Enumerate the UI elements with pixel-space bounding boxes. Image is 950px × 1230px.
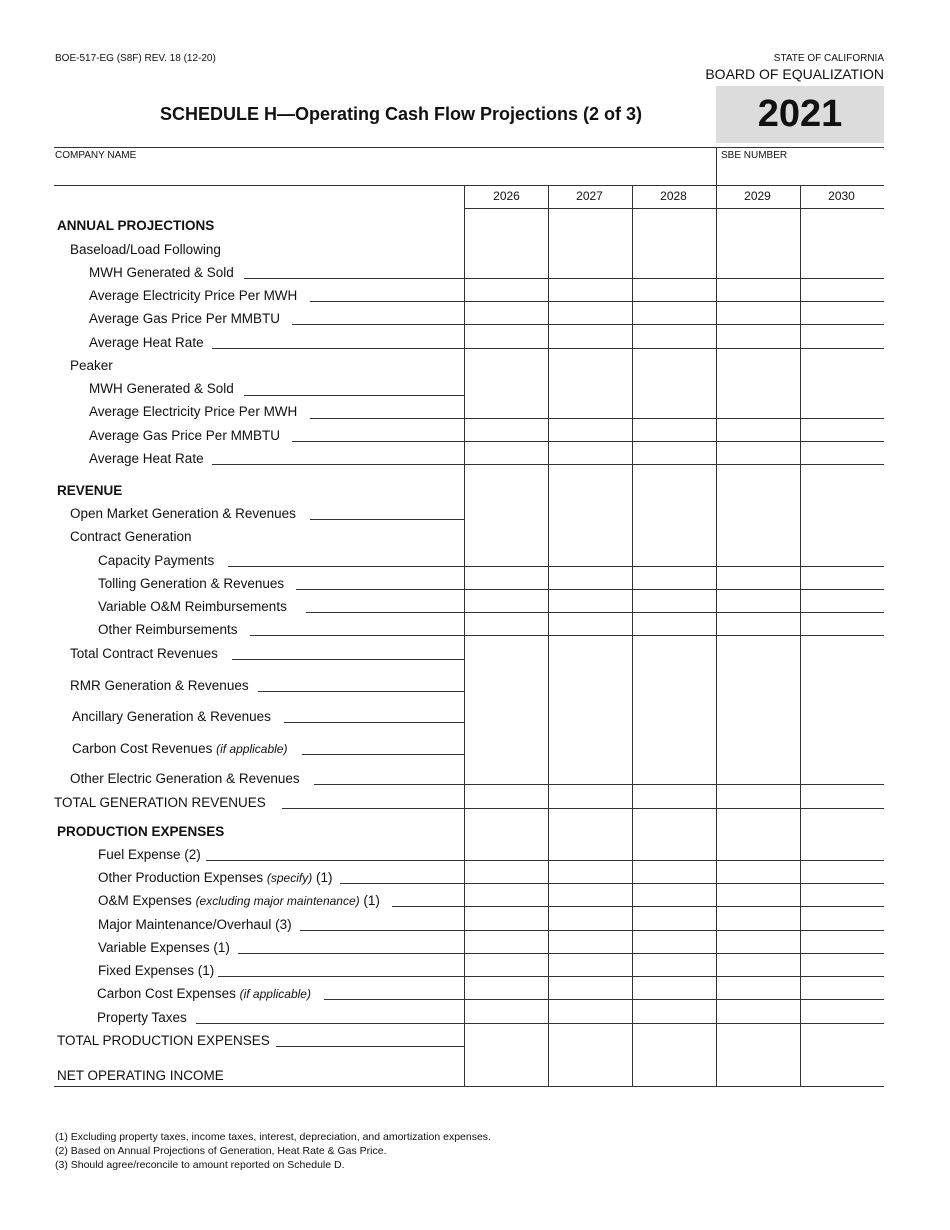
year-box	[716, 86, 884, 143]
fill-line	[314, 784, 464, 785]
grid-h	[464, 976, 884, 977]
other-production-text: Other Production Expenses	[98, 870, 264, 885]
fill-line	[310, 301, 464, 302]
fill-line	[296, 589, 464, 590]
bl-mwh-label: MWH Generated & Sold	[89, 265, 238, 281]
fill-line	[300, 930, 464, 931]
fill-line	[310, 519, 464, 520]
fill-line	[324, 999, 464, 1000]
fill-line	[258, 691, 464, 692]
grid-h	[464, 278, 884, 279]
baseload-heading: Baseload/Load Following	[70, 242, 225, 258]
sbe-divider	[716, 147, 717, 185]
om-expenses-note: (excluding major maintenance)	[195, 894, 360, 908]
grid-h	[464, 324, 884, 325]
carbon-exp-text: Carbon Cost Expenses	[97, 986, 236, 1001]
fill-line	[212, 464, 464, 465]
total-production-label: TOTAL PRODUCTION EXPENSES	[57, 1033, 274, 1049]
pk-mwh-label: MWH Generated & Sold	[89, 381, 238, 397]
rmr-label: RMR Generation & Revenues	[70, 678, 253, 694]
grid-h	[464, 418, 884, 419]
tolling-label: Tolling Generation & Revenues	[98, 576, 288, 592]
grid-h	[464, 589, 884, 590]
col-2026: 2026	[493, 189, 520, 203]
bl-gas-price-label: Average Gas Price Per MMBTU	[89, 311, 284, 327]
sbe-number-field[interactable]	[720, 162, 880, 182]
other-electric-label: Other Electric Generation & Revenues	[70, 771, 304, 787]
carbon-rev-text: Carbon Cost Revenues	[72, 741, 213, 756]
fill-line	[284, 722, 464, 723]
col-2029: 2029	[744, 189, 771, 203]
grid-h	[464, 953, 884, 954]
grid-v-5	[800, 185, 801, 1087]
footnote-1: (1) Excluding property taxes, income taxes, interest, depreciation, and amortization expenses.	[55, 1131, 491, 1143]
fill-line	[206, 860, 464, 861]
year-label: 2021	[757, 93, 843, 135]
fill-line	[310, 418, 464, 419]
grid-h	[464, 635, 884, 636]
om-expenses-ref: (1)	[363, 893, 380, 908]
grid-h	[464, 441, 884, 442]
fill-line	[244, 278, 464, 279]
fixed-expenses-label: Fixed Expenses (1)	[98, 963, 218, 979]
major-maintenance-label: Major Maintenance/Overhaul (3)	[98, 917, 296, 933]
col-header-rule	[464, 208, 884, 209]
capacity-payments-label: Capacity Payments	[98, 553, 218, 569]
net-operating-income-label: NET OPERATING INCOME	[57, 1068, 228, 1084]
fill-line	[276, 1046, 464, 1047]
other-production-label	[98, 870, 336, 886]
open-market-label: Open Market Generation & Revenues	[70, 506, 300, 522]
om-expenses-text: O&M Expenses	[98, 893, 192, 908]
grid-v-1	[464, 185, 465, 1087]
total-contract-label: Total Contract Revenues	[70, 646, 222, 662]
company-name-label: COMPANY NAME	[55, 150, 137, 161]
other-reimbursements-label: Other Reimbursements	[98, 622, 242, 638]
variable-expenses-label: Variable Expenses (1)	[98, 940, 234, 956]
col-2028: 2028	[660, 189, 687, 203]
section-annual-projections: ANNUAL PROJECTIONS	[57, 218, 218, 234]
sbe-number-label: SBE NUMBER	[721, 150, 788, 161]
grid-h	[464, 930, 884, 931]
grid-h	[464, 808, 884, 809]
other-production-note: (specify)	[266, 871, 313, 885]
grid-h	[464, 301, 884, 302]
peaker-heading: Peaker	[70, 358, 117, 374]
col-2030: 2030	[828, 189, 855, 203]
carbon-rev-note: (if applicable)	[216, 742, 288, 756]
grid-h	[464, 784, 884, 785]
carbon-exp-note: (if applicable)	[239, 987, 311, 1001]
grid-bottom-rule	[54, 1086, 884, 1087]
carbon-rev-label	[72, 741, 291, 757]
footnote-2: (2) Based on Annual Projections of Generation, Heat Rate & Gas Price.	[55, 1145, 387, 1157]
total-gen-rev-label: TOTAL GENERATION REVENUES	[54, 795, 270, 811]
agency-name: BOARD OF EQUALIZATION	[705, 66, 884, 82]
fill-line	[392, 906, 464, 907]
grid-h	[464, 348, 884, 349]
grid-h	[464, 883, 884, 884]
fill-line	[292, 441, 464, 442]
fill-line	[196, 1023, 464, 1024]
grid-h	[464, 1023, 884, 1024]
bl-elec-price-label: Average Electricity Price Per MWH	[89, 288, 301, 304]
fill-line	[306, 612, 464, 613]
grid-v-4	[716, 185, 717, 1087]
fill-line	[282, 808, 464, 809]
grid-h	[464, 464, 884, 465]
col-2027: 2027	[576, 189, 603, 203]
section-revenue: REVENUE	[57, 483, 126, 499]
fill-line	[238, 953, 464, 954]
agency-state: STATE OF CALIFORNIA	[773, 53, 884, 64]
form-id: BOE-517-EG (S8F) REV. 18 (12-20)	[55, 53, 216, 64]
om-expenses-label	[98, 893, 384, 909]
pk-gas-price-label: Average Gas Price Per MMBTU	[89, 428, 284, 444]
bl-heat-rate-label: Average Heat Rate	[89, 335, 208, 351]
company-rule	[54, 185, 884, 186]
ancillary-label: Ancillary Generation & Revenues	[72, 709, 275, 725]
pk-elec-price-label: Average Electricity Price Per MWH	[89, 404, 301, 420]
fill-line	[244, 395, 464, 396]
fill-line	[302, 754, 464, 755]
company-name-field[interactable]	[56, 162, 706, 182]
property-taxes-label: Property Taxes	[97, 1010, 191, 1026]
grid-h	[464, 612, 884, 613]
pk-heat-rate-label: Average Heat Rate	[89, 451, 208, 467]
fill-line	[232, 659, 464, 660]
grid-h	[464, 566, 884, 567]
page-title: SCHEDULE H—Operating Cash Flow Projections (2 of 3)	[160, 104, 643, 124]
fill-line	[212, 348, 464, 349]
fill-line	[250, 635, 464, 636]
other-production-ref: (1)	[315, 870, 333, 885]
fill-line	[228, 566, 464, 567]
contract-generation-heading: Contract Generation	[70, 529, 196, 545]
grid-h	[464, 999, 884, 1000]
grid-h	[464, 860, 884, 861]
fuel-expense-label: Fuel Expense (2)	[98, 847, 205, 863]
variable-om-label: Variable O&M Reimbursements	[98, 599, 291, 615]
section-production-expenses: PRODUCTION EXPENSES	[57, 824, 228, 840]
grid-v-3	[632, 185, 633, 1087]
carbon-exp-label	[97, 986, 315, 1002]
fill-line	[216, 976, 464, 977]
footnote-3: (3) Should agree/reconcile to amount reported on Schedule D.	[55, 1159, 345, 1171]
fill-line	[292, 324, 464, 325]
grid-v-2	[548, 185, 549, 1087]
fill-line	[340, 883, 464, 884]
grid-h	[464, 906, 884, 907]
header-rule	[54, 147, 884, 148]
